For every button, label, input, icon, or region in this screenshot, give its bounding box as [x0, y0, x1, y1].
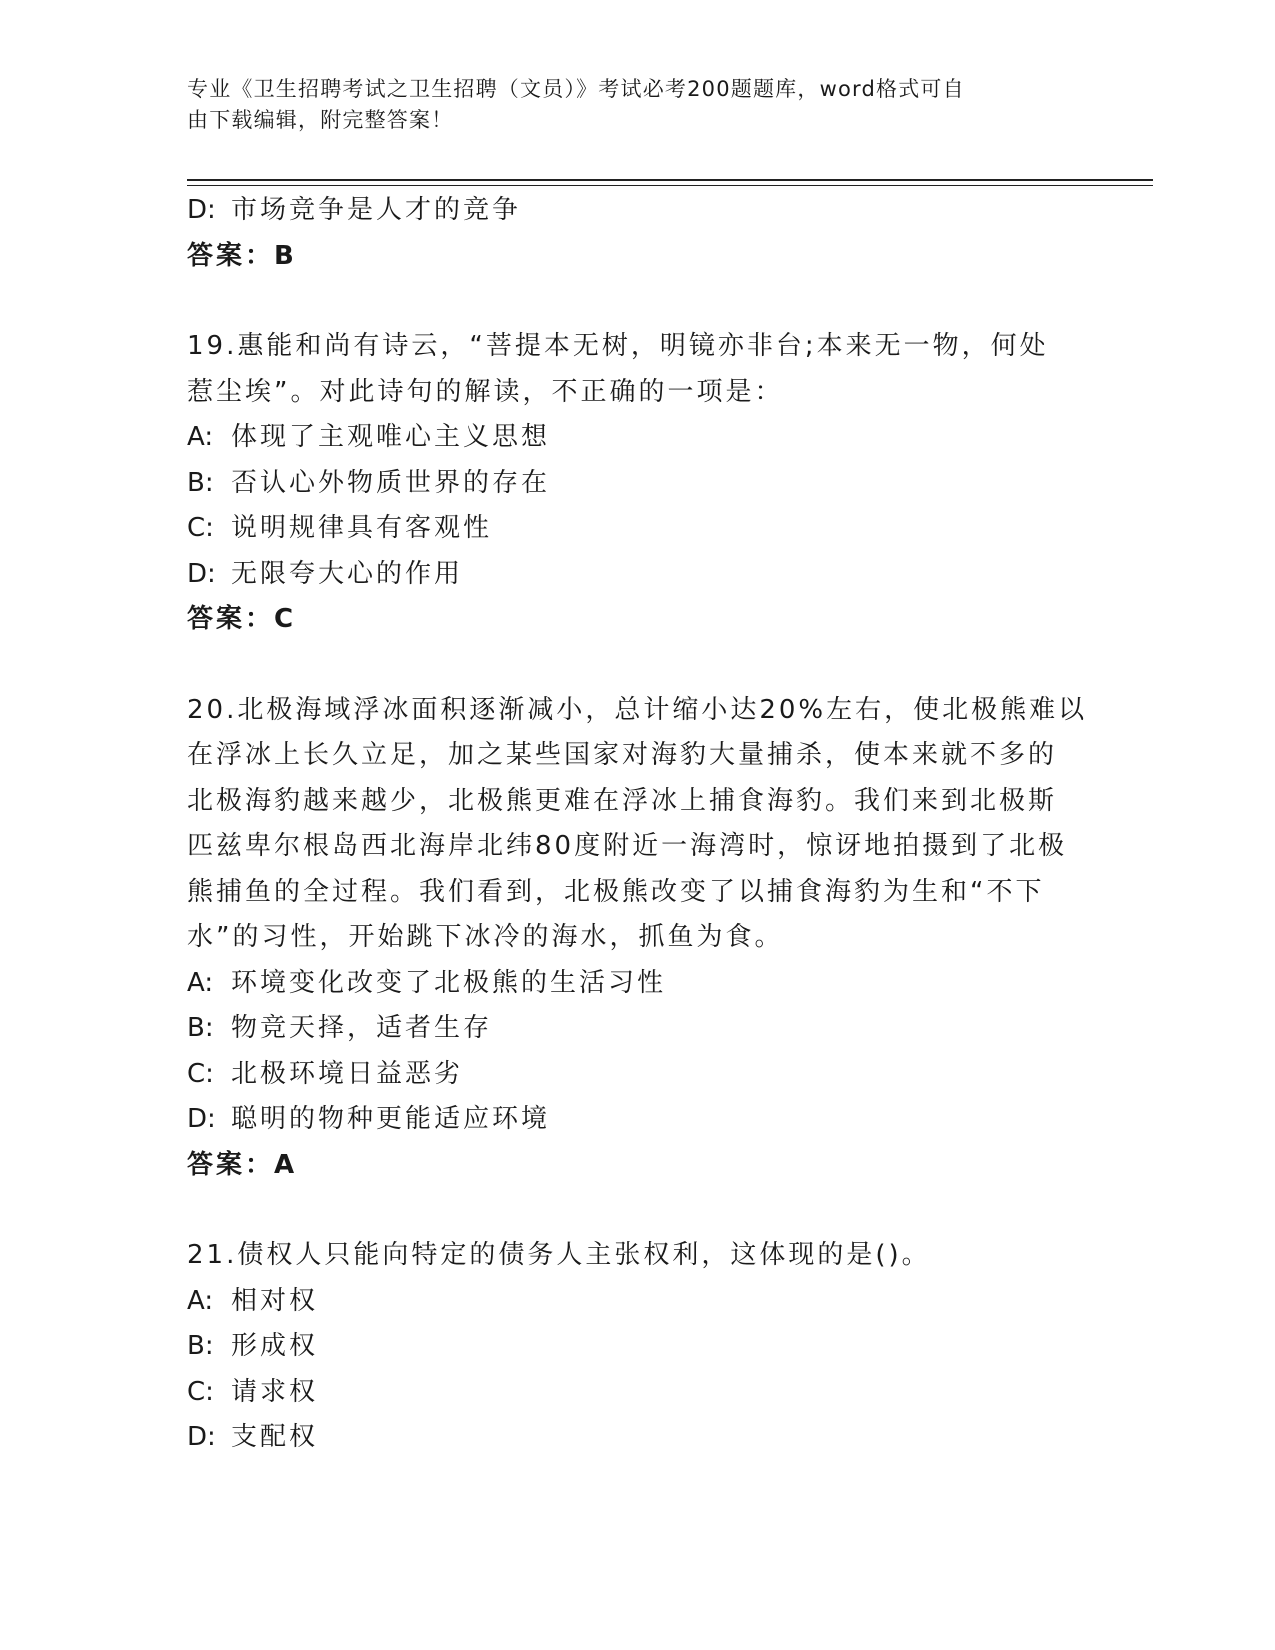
- option-text: 无限夸大心的作用: [231, 558, 464, 589]
- option-d: [187, 1097, 1087, 1143]
- option-letter: D:: [187, 1104, 216, 1134]
- question-text-line: 北极海豹越来越少，北极熊更难在浮冰上捕食海豹。我们来到北极斯: [187, 785, 1058, 816]
- option-letter: D:: [187, 195, 216, 225]
- option-text: 聪明的物种更能适应环境: [231, 1104, 551, 1134]
- question-text-line: 惹尘埃”。对此诗句的解读，不正确的一项是：: [187, 376, 784, 407]
- question-20: [187, 688, 1087, 1189]
- option-c: [187, 1370, 1087, 1416]
- option-letter: D:: [187, 558, 216, 589]
- option-letter: A:: [187, 1285, 214, 1316]
- option-text: 体现了主观唯心主义思想: [231, 422, 551, 452]
- option-letter: D:: [187, 1422, 216, 1452]
- option-text: 形成权: [231, 1331, 319, 1361]
- option-b: [187, 1324, 1087, 1370]
- option-d: [187, 552, 1087, 598]
- option-text: 相对权: [231, 1285, 319, 1316]
- option-text: 环境变化改变了北极熊的生活习性: [231, 967, 667, 998]
- answer-line: 答案：C: [187, 604, 297, 634]
- question-content: [187, 188, 1087, 1461]
- option-text: 说明规律具有客观性: [231, 513, 493, 543]
- option-text: 请求权: [231, 1376, 319, 1407]
- header-divider-thick: [187, 179, 1153, 181]
- question-text-line: 19.惠能和尚有诗云，“菩提本无树，明镜亦非台;本来无一物，何处: [187, 331, 1049, 361]
- header-line-1: 专业《卫生招聘考试之卫生招聘（文员）》考试必考200题题库，word格式可自: [187, 77, 965, 101]
- answer-line: 答案：B: [187, 240, 297, 271]
- document-header: [187, 74, 1087, 136]
- question-19: [187, 324, 1087, 643]
- question-text-line: 匹兹卑尔根岛西北海岸北纬80度附近一海湾时，惊讶地拍摄到了北极: [187, 831, 1068, 861]
- question-text-line: 20.北极海域浮冰面积逐渐减小，总计缩小达20%左右，使北极熊难以: [187, 694, 1088, 725]
- option-letter: C:: [187, 513, 214, 543]
- question-text-line: 熊捕鱼的全过程。我们看到，北极熊改变了以捕食海豹为生和“不下: [187, 876, 1045, 907]
- question-text-line: 在浮冰上长久立足，加之某些国家对海豹大量捕杀，使本来就不多的: [187, 740, 1058, 770]
- option-letter: A:: [187, 422, 214, 452]
- option-a: [187, 961, 1087, 1007]
- option-text: 支配权: [231, 1422, 319, 1452]
- option-text: 北极环境日益恶劣: [231, 1058, 464, 1089]
- option-letter: B:: [187, 467, 214, 498]
- option-letter: B:: [187, 1331, 214, 1361]
- header-divider-thin: [187, 185, 1153, 186]
- option-letter: A:: [187, 967, 214, 998]
- option-a: [187, 415, 1087, 461]
- question-text-line: 21.债权人只能向特定的债务人主张权利，这体现的是()。: [187, 1240, 931, 1270]
- option-a: [187, 1279, 1087, 1325]
- option-letter: C:: [187, 1058, 214, 1089]
- option-text: 物竞天择，适者生存: [231, 1013, 493, 1043]
- option-letter: C:: [187, 1376, 214, 1407]
- option-letter: B:: [187, 1013, 214, 1043]
- header-line-2: 由下载编辑，附完整答案！: [187, 108, 454, 132]
- option-c: [187, 506, 1087, 552]
- option-b: [187, 1006, 1087, 1052]
- option-text: 否认心外物质世界的存在: [231, 467, 551, 498]
- option-d: [187, 188, 1087, 234]
- option-c: [187, 1052, 1087, 1098]
- option-d: [187, 1415, 1087, 1461]
- question-text-line: 水”的习性，开始跳下冰冷的海水，抓鱼为食。: [187, 922, 784, 952]
- answer-line: 答案：A: [187, 1149, 298, 1180]
- prev-question-tail: [187, 188, 1087, 279]
- question-21: [187, 1233, 1087, 1461]
- option-b: [187, 461, 1087, 507]
- option-text: 市场竞争是人才的竞争: [231, 195, 522, 225]
